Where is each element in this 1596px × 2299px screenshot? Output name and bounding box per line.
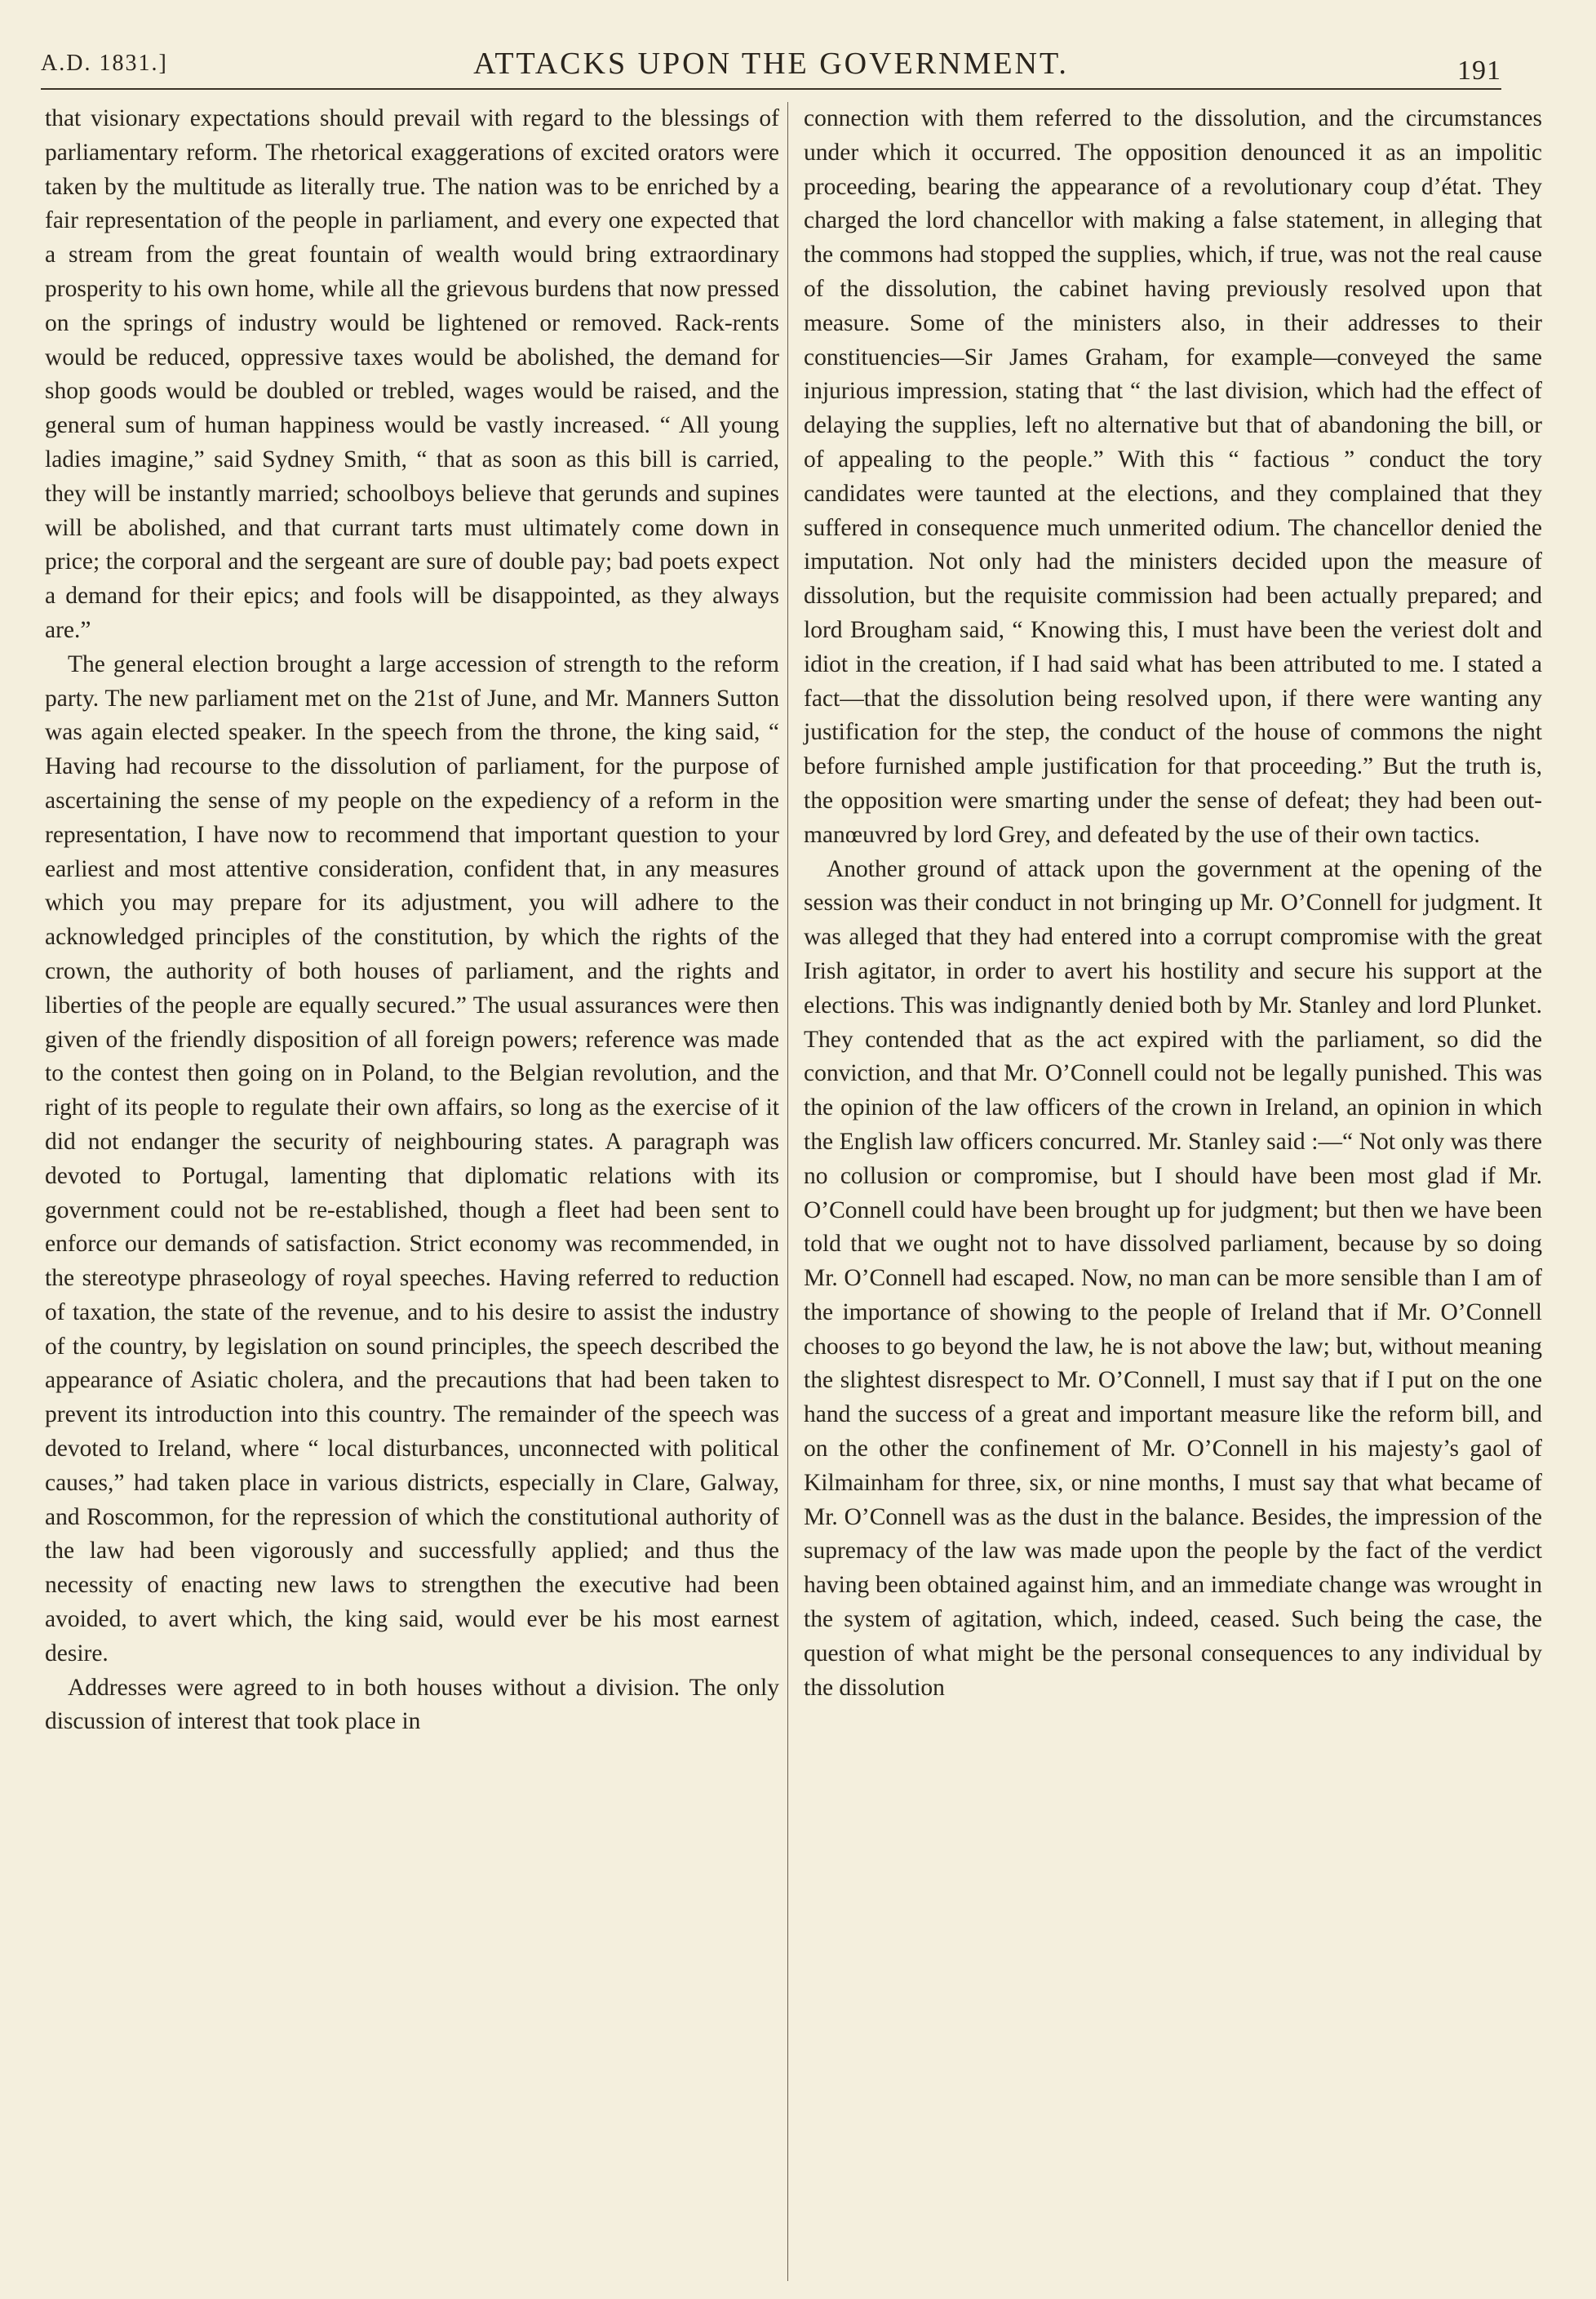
paragraph: The general election brought a large accession of strength to the reform party. The new parliament met on the 21st of June, and Mr. Manners Sutton was again elected speaker. In the speech from the throne, the king said, “ Having had recourse to the dissolution of parliament, for the purpose of ascertaining the sense of my people on the expediency of a reform in the representation, I have now to recommend that important question to your earliest and most attentive consideration, confident that, in any measures which you may prepare for its adjustment, you will adhere to the acknowledged principles of the constitution, by which the rights of the crown, the authority of both houses of parliament, and the rights and liberties of the people are equally secured.” The usual assurances were then given of the friendly disposition of all foreign powers; reference was made to the contest then going on in Poland, to the Belgian revolution, and the right of its people to regulate their own affairs, so long as the exercise of it did not endanger the security of neighbouring states. A paragraph was devoted to Portugal, lamenting that diplomatic relations with its government could not be re-established, though a fleet had been sent to enforce our demands of satisfaction. Strict economy was recommended, in the stereotype phraseology of royal speeches. Having referred to reduction of taxation, the state of the revenue, and to his desire to assist the industry of the country, by legislation on sound principles, the speech described the appearance of Asiatic cholera, and the precautions that had been taken to prevent its introduction into this country. The remainder of the speech was devoted to Ireland, where “ local disturbances, unconnected with political causes,” had taken place in various districts, especially in Clare, Galway, and Roscommon, for the repression of which the constitutional authority of the law had been vigorously and successfully applied; and thus the necessity of enacting new laws to strengthen the executive had been avoided, to avert which, the king said, would ever be his most earnest desire. — [45, 650, 779, 1667]
paragraph: connection with them referred to the dissolution, and the circumstances under which it occurred. The opposition denounced it as an impolitic proceeding, bearing the appearance of a revolutionary coup d’état. They charged the lord chancellor with making a false statement, in alleging that the commons had stopped the supplies, which, if true, was not the real cause of the dissolution, the cabinet having previously resolved upon that measure. Some of the ministers also, in their addresses to their constituencies—Sir James Graham, for example—conveyed the same injurious impression, stating that “ the last division, which had the effect of delaying the supplies, left no alternative but that of abandoning the bill, or of appealing to the people.” With this “ factious ” conduct the tory candidates were taunted at the elections, and they complained that they suffered in consequence much unmerited odium. The chancellor denied the imputation. Not only had the ministers decided upon the measure of dissolution, but the requisite commission had been actually prepared; and lord Brougham said, “ Knowing this, I must have been the veriest dolt and idiot in the creation, if I had said what has been attributed to me. I stated a fact—that the dissolution being resolved upon, if there were wanting any justification for the step, the conduct of the house of commons the night before furnished ample justification for that proceeding.” But the truth is, the opposition were smarting under the sense of defeat; they had been out-manœuvred by lord Grey, and defeated by the use of their own tactics. — [804, 105, 1542, 848]
running-header — [41, 41, 1501, 90]
right-column — [804, 102, 1542, 1705]
header-rule — [41, 88, 1501, 90]
page-number: 191 — [1457, 55, 1501, 86]
header-title: ATTACKS UPON THE GOVERNMENT. — [473, 47, 1069, 81]
column-divider — [787, 102, 788, 2281]
header-date: A.D. 1831.] — [41, 51, 168, 76]
left-column — [45, 102, 779, 1739]
paragraph: Another ground of attack upon the government at the opening of the session was their conduct in not bringing up Mr. O’Connell for judgment. It was alleged that they had entered into a corrupt compromise with the great Irish agitator, in order to avert his hostility and secure his support at the elections. This was indignantly denied both by Mr. Stanley and lord Plunket. They contended that as the act expired with the parliament, so did the conviction, and that Mr. O’Connell could not be legally punished. This was the opinion of the law officers of the crown in Ireland, an opinion in which the English law officers concurred. Mr. Stanley said :—“ Not only was there no collusion or compromise, but I should have been most glad if Mr. O’Connell could have been brought up for judgment; but then we have been told that we ought not to have dissolved parliament, because by so doing Mr. O’Connell had escaped. Now, no man can be more sensible than I am of the importance of showing to the people of Ireland that if Mr. O’Connell chooses to go beyond the law, he is not above the law; but, without meaning the slightest disrespect to Mr. O’Connell, I must say that if I put on the one hand the success of a great and important measure like the reform bill, and on the other the confinement of Mr. O’Connell in his majesty’s gaol of Kilmainham for three, six, or nine months, I must say that what became of Mr. O’Connell was as the dust in the balance. Besides, the impression of the supremacy of the law was made upon the people by the fact of the verdict having been obtained against him, and an immediate change was wrought in the system of agitation, which, indeed, ceased. Such being the case, the question of what might be the personal consequences to any individual by the dissolution — [804, 855, 1542, 1701]
paragraph: Addresses were agreed to in both houses without a division. The only discussion of interest that took place in — [45, 1674, 779, 1735]
paragraph: that visionary expectations should prevail with regard to the blessings of parliamentary reform. The rhetorical exaggerations of excited orators were taken by the multitude as literally true. The nation was to be enriched by a fair representation of the people in parliament, and every one expected that a stream from the great fountain of wealth would bring extraordinary prosperity to his own home, while all the grievous burdens that now pressed on the springs of industry would be lightened or removed. Rack-rents would be reduced, oppressive taxes would be abolished, the demand for shop goods would be doubled or trebled, wages would be raised, and the general sum of human happiness would be vastly increased. “ All young ladies imagine,” said Sydney Smith, “ that as soon as this bill is carried, they will be instantly married; schoolboys believe that gerunds and supines will be abolished, and that currant tarts must ultimately come down in price; the corporal and the sergeant are sure of double pay; bad poets expect a demand for their epics; and fools will be disappointed, as they always are.” — [45, 105, 779, 643]
